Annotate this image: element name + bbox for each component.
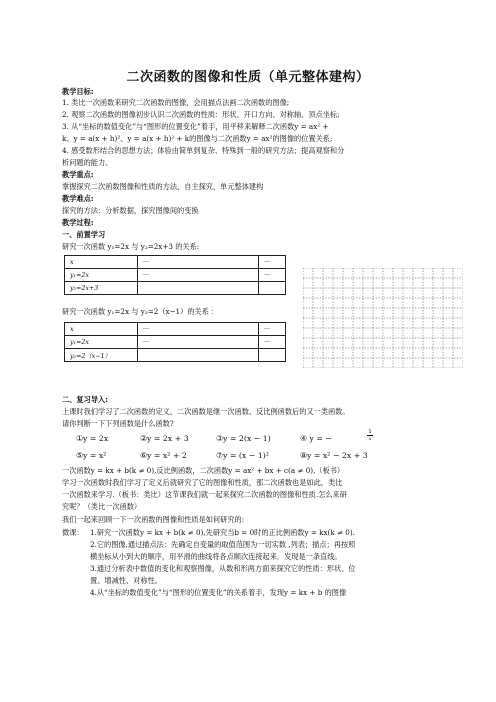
table-cell: ··· [138,269,259,282]
table-cell: ··· [259,323,286,336]
table-row [65,336,286,349]
objective-line: 1. 类比一次函数来研究二次函数的图像，会用描点法画二次函数的图像; [62,98,290,107]
function-item: ③y = 2(x − 1) [216,434,271,443]
key-points-text: 掌握探究二次函数图像和性质的方法，自主探究，单元整体建构 [62,182,264,191]
function-item: ⑦y = (x − 1)² [216,451,269,460]
micro-lesson-item: 3.通过分析表中数值的变化和观察图像，从数和形两方面来探究它的性质：形状、位 [90,564,356,573]
table-cell: ··· [259,256,286,269]
micro-lesson-item: 横坐标从小到大的顺序，用平滑的曲线将各点顺次连接起来．发现是一条直线。 [90,552,342,561]
section1-heading: 一、前置学习 [62,230,106,239]
difficulty-text: 探究的方法：分析数据，探究图像间的变换 [62,206,199,215]
fraction-denominator: x [368,436,372,442]
table-row [65,323,286,336]
objective-line: 3. 从“坐标的数值变化”与“图形的位置变化”着手，用平移来解释二次函数y = ax² + [62,122,329,131]
table-cell: y₂=2x+3 [65,282,138,295]
table-cell [259,282,286,295]
objective-line: 析问题的能力。 [62,158,113,167]
function-item: ④ y = − [300,434,332,443]
table-cell [138,349,259,362]
objective-line: k、y = a(x + h)²、y = a(x + h)² + k的图像与二次函数y = ax²的图像的位置关系; [62,134,333,143]
table-row [65,256,286,269]
table-row [65,269,286,282]
table-cell: x [65,256,138,269]
body-line: 究呢？（类比一次函数） [62,502,142,511]
table-one [64,255,286,295]
table-cell [259,349,286,362]
table-cell: ··· [138,256,259,269]
table-cell: x [65,323,138,336]
function-item: ⑤y = x² [76,451,107,460]
difficulty-heading: 教学难点: [62,194,94,203]
key-points-heading: 教学重点: [62,170,94,179]
micro-lesson-item: 2.它的图像,通过描点法：先确定自变量的取值范围为一切实数 ,列表；描点；再按照 [90,540,356,549]
process-heading: 教学过程: [62,218,94,227]
body-line: 一次函数y = kx + b(k ≠ 0),反比例函数，二次函数y = ax² + bx + c(a ≠ 0),（板书） [62,466,345,475]
review-line: 请你判断一下下列函数是什么函数? [62,419,174,428]
body-line: 一次函数来学习.（板书：类比）这节课我们就一起来探究二次函数的图像和性质.怎么来研 [62,490,347,499]
function-item: ⑥y = x² + 2 [140,451,187,460]
table-cell: ··· [259,269,286,282]
micro-lesson-item: 1.研究一次函数y = kx + b(k ≠ 0),先研究当b = 0时的正比例函数y = kx(k ≠ 0). [90,528,355,537]
body-line: 我们一起来回顾一下一次函数的图像和性质是如何研究的: [62,515,245,524]
section2-heading: 二、复习导入: [62,395,108,404]
function-item: ①y = 2x [76,434,109,443]
micro-lesson-item: 置、增减性、对称性。 [90,576,162,585]
objectives-heading: 教学目标: [62,87,94,96]
table-cell: y₁=2x [65,336,138,349]
coordinate-grid [303,268,463,368]
table-cell: y₂=2（x−1） [65,349,138,362]
study2-text: 研究一次函数 y₁=2x 与 y₂=2（x−1）的关系 ： [62,307,219,316]
body-line: 学习一次函数时我们学习了定义后就研究了它的图像和性质，那二次函数也是如此，类比 [62,478,343,487]
table-two [64,322,286,362]
document-title: 二次函数的图像和性质（单元整体建构） [126,70,370,85]
table-row [65,349,286,362]
micro-lesson-item: 4.从“坐标的数值变化”与“图形的位置变化”的关系着手，发现y = kx + b 的图像 [90,588,347,597]
function-item: ⑧y = x² − 2x + 3 [300,451,368,460]
objective-line: 2. 观察二次函数的图像初步认识二次函数的性质：形状、开口方向、对称轴、顶点坐标; [62,110,340,119]
table-cell: y₁=2x [65,269,138,282]
table-cell [138,282,259,295]
table-cell: ··· [138,323,259,336]
study1-text: 研究一次函数 y₁=2x 与 y₂=2x+3 的关系: [62,242,200,251]
fraction-numerator: 5 [368,429,372,435]
table-cell: ··· [138,336,259,349]
function-item: ②y = 2x + 3 [140,434,189,443]
review-line: 上课时我们学习了二次函数的定义，二次函数是继一次函数、反比例函数后的又一类函数。 [62,407,350,416]
table-row [65,282,286,295]
table-cell: ··· [259,336,286,349]
objective-line: 4. 感受数形结合的思想方法；体验由简单到复杂、特殊到一般的研究方法；提高观察和分 [62,146,345,155]
micro-lesson-label: 微课： [62,528,84,537]
